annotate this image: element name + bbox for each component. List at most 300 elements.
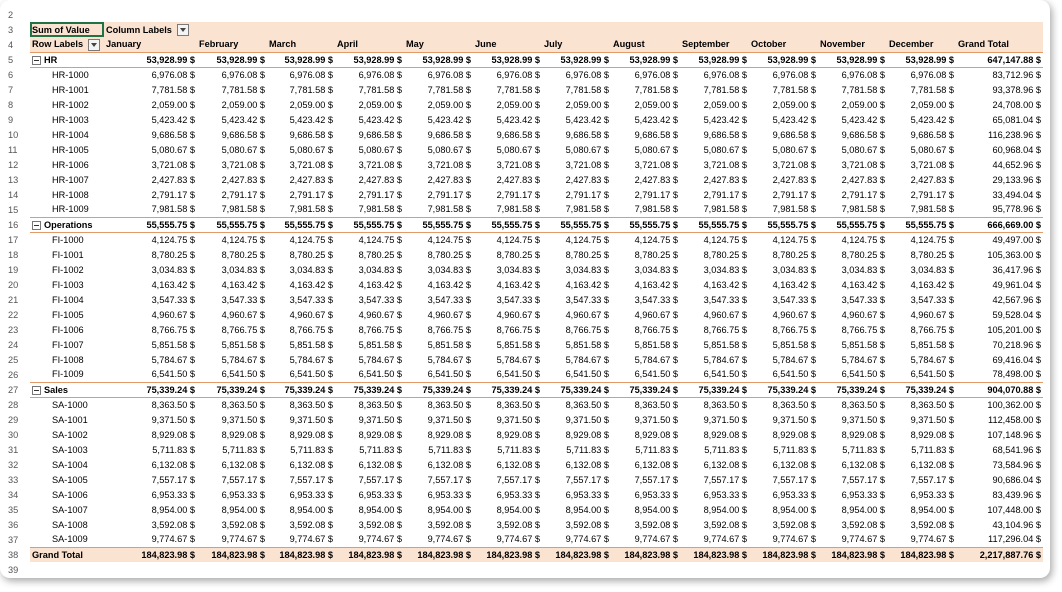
group-subtotal-cell[interactable]: 75,339.24 $ bbox=[197, 382, 267, 397]
item-label-cell[interactable]: HR-1005 bbox=[52, 144, 89, 155]
value-cell[interactable]: 3,721.08 $ bbox=[634, 159, 678, 170]
row-number[interactable]: 27 bbox=[8, 384, 19, 395]
value-cell[interactable]: 5,080.67 $ bbox=[772, 144, 816, 155]
value-cell[interactable]: 6,541.50 $ bbox=[910, 369, 954, 380]
value-cell[interactable]: 2,427.83 $ bbox=[565, 174, 609, 185]
value-cell[interactable]: 3,034.83 $ bbox=[151, 264, 195, 275]
value-cell[interactable]: 2,059.00 $ bbox=[841, 99, 885, 110]
value-cell[interactable]: 6,976.08 $ bbox=[358, 69, 402, 80]
value-cell[interactable]: 4,124.75 $ bbox=[151, 234, 195, 245]
item-label-cell[interactable]: HR-1008 bbox=[52, 189, 89, 200]
empty-cell[interactable] bbox=[749, 22, 818, 37]
value-cell[interactable]: 3,547.33 $ bbox=[841, 294, 885, 305]
empty-cell[interactable] bbox=[818, 7, 887, 22]
value-cell[interactable]: 6,132.08 $ bbox=[841, 459, 885, 470]
value-cell[interactable]: 3,592.08 $ bbox=[703, 519, 747, 530]
value-cell[interactable]: 8,929.08 $ bbox=[427, 429, 471, 440]
value-cell[interactable]: 7,557.17 $ bbox=[496, 474, 540, 485]
group-subtotal-cell[interactable]: 53,928.99 $ bbox=[749, 52, 818, 67]
collapse-icon[interactable] bbox=[32, 386, 41, 395]
item-label-cell[interactable]: FI-1003 bbox=[52, 279, 84, 290]
value-cell[interactable]: 9,774.67 $ bbox=[703, 534, 747, 545]
value-cell[interactable]: 3,721.08 $ bbox=[151, 159, 195, 170]
value-cell[interactable]: 2,059.00 $ bbox=[427, 99, 471, 110]
grand-total-header[interactable]: Grand Total bbox=[956, 37, 1043, 52]
value-cell[interactable]: 8,766.75 $ bbox=[565, 324, 609, 335]
row-number[interactable]: 23 bbox=[8, 324, 19, 335]
value-cell[interactable]: 3,547.33 $ bbox=[634, 294, 678, 305]
value-cell[interactable]: 4,960.67 $ bbox=[703, 309, 747, 320]
value-cell[interactable]: 2,427.83 $ bbox=[703, 174, 747, 185]
empty-cell[interactable] bbox=[30, 562, 104, 577]
group-grand-total-cell[interactable]: 666,669.00 $ bbox=[956, 217, 1043, 232]
value-cell[interactable]: 5,784.67 $ bbox=[772, 354, 816, 365]
value-cell[interactable]: 2,427.83 $ bbox=[427, 174, 471, 185]
month-header[interactable]: April bbox=[335, 37, 404, 52]
value-cell[interactable]: 7,557.17 $ bbox=[772, 474, 816, 485]
value-cell[interactable]: 7,781.58 $ bbox=[703, 84, 747, 95]
group-grand-total-cell[interactable]: 647,147.88 $ bbox=[956, 52, 1043, 67]
value-cell[interactable]: 5,080.67 $ bbox=[427, 144, 471, 155]
row-number[interactable]: 17 bbox=[8, 234, 19, 245]
value-cell[interactable]: 6,976.08 $ bbox=[496, 69, 540, 80]
item-label-cell[interactable]: FI-1007 bbox=[52, 339, 84, 350]
value-cell[interactable]: 8,363.50 $ bbox=[289, 399, 333, 410]
group-subtotal-cell[interactable]: 55,555.75 $ bbox=[404, 217, 473, 232]
empty-cell[interactable] bbox=[887, 22, 956, 37]
group-subtotal-cell[interactable]: 53,928.99 $ bbox=[611, 52, 680, 67]
row-total-cell[interactable]: 70,218.96 $ bbox=[992, 339, 1041, 350]
value-cell[interactable]: 3,034.83 $ bbox=[910, 264, 954, 275]
row-number[interactable]: 20 bbox=[8, 279, 19, 290]
month-header[interactable]: May bbox=[404, 37, 473, 52]
value-cell[interactable]: 9,774.67 $ bbox=[910, 534, 954, 545]
row-total-cell[interactable]: 44,652.96 $ bbox=[992, 159, 1041, 170]
column-labels-cell[interactable] bbox=[104, 22, 197, 37]
value-cell[interactable]: 3,721.08 $ bbox=[772, 159, 816, 170]
value-cell[interactable]: 8,954.00 $ bbox=[496, 504, 540, 515]
empty-cell[interactable] bbox=[404, 7, 473, 22]
group-label-cell[interactable] bbox=[30, 382, 104, 397]
value-cell[interactable]: 4,124.75 $ bbox=[496, 234, 540, 245]
value-cell[interactable]: 7,981.58 $ bbox=[703, 204, 747, 215]
value-cell[interactable]: 7,981.58 $ bbox=[910, 204, 954, 215]
row-number[interactable]: 38 bbox=[8, 549, 19, 560]
item-label-cell[interactable]: HR-1004 bbox=[52, 129, 89, 140]
value-cell[interactable]: 7,557.17 $ bbox=[151, 474, 195, 485]
value-cell[interactable]: 5,711.83 $ bbox=[635, 444, 678, 455]
value-cell[interactable]: 7,981.58 $ bbox=[289, 204, 333, 215]
value-cell[interactable]: 6,541.50 $ bbox=[634, 369, 678, 380]
value-cell[interactable]: 3,034.83 $ bbox=[772, 264, 816, 275]
value-cell[interactable]: 8,766.75 $ bbox=[910, 324, 954, 335]
value-cell[interactable]: 7,557.17 $ bbox=[427, 474, 471, 485]
value-cell[interactable]: 9,774.67 $ bbox=[565, 534, 609, 545]
value-cell[interactable]: 6,541.50 $ bbox=[427, 369, 471, 380]
empty-cell[interactable] bbox=[611, 22, 680, 37]
value-cell[interactable]: 6,976.08 $ bbox=[634, 69, 678, 80]
value-cell[interactable]: 7,781.58 $ bbox=[772, 84, 816, 95]
value-cell[interactable]: 8,363.50 $ bbox=[151, 399, 195, 410]
row-total-cell[interactable]: 29,133.96 $ bbox=[992, 174, 1041, 185]
value-cell[interactable]: 8,766.75 $ bbox=[289, 324, 333, 335]
group-subtotal-cell[interactable]: 55,555.75 $ bbox=[818, 217, 887, 232]
value-cell[interactable]: 7,557.17 $ bbox=[358, 474, 402, 485]
value-cell[interactable]: 6,976.08 $ bbox=[772, 69, 816, 80]
value-cell[interactable]: 8,929.08 $ bbox=[496, 429, 540, 440]
value-cell[interactable]: 4,124.75 $ bbox=[565, 234, 609, 245]
grand-total-overall[interactable]: 2,217,887.76 $ bbox=[956, 547, 1043, 562]
value-cell[interactable]: 7,781.58 $ bbox=[151, 84, 195, 95]
group-subtotal-cell[interactable]: 53,928.99 $ bbox=[104, 52, 197, 67]
value-cell[interactable]: 3,034.83 $ bbox=[358, 264, 402, 275]
item-label-cell[interactable]: SA-1002 bbox=[52, 429, 88, 440]
group-subtotal-cell[interactable]: 55,555.75 $ bbox=[104, 217, 197, 232]
value-cell[interactable]: 2,791.17 $ bbox=[634, 189, 678, 200]
value-cell[interactable]: 5,851.58 $ bbox=[496, 339, 540, 350]
value-cell[interactable]: 2,059.00 $ bbox=[289, 99, 333, 110]
item-label-cell[interactable]: FI-1008 bbox=[52, 354, 84, 365]
value-cell[interactable]: 4,163.42 $ bbox=[772, 279, 816, 290]
group-subtotal-cell[interactable]: 55,555.75 $ bbox=[197, 217, 267, 232]
group-subtotal-cell[interactable]: 55,555.75 $ bbox=[267, 217, 335, 232]
empty-cell[interactable] bbox=[818, 22, 887, 37]
row-number[interactable]: 39 bbox=[8, 564, 19, 575]
empty-cell[interactable] bbox=[404, 22, 473, 37]
row-filter-icon[interactable] bbox=[88, 39, 100, 51]
value-cell[interactable]: 8,363.50 $ bbox=[703, 399, 747, 410]
value-cell[interactable]: 6,541.50 $ bbox=[496, 369, 540, 380]
value-cell[interactable]: 5,851.58 $ bbox=[772, 339, 816, 350]
row-total-cell[interactable]: 68,541.96 $ bbox=[992, 444, 1041, 455]
item-label-cell[interactable]: FI-1002 bbox=[52, 264, 84, 275]
group-subtotal-cell[interactable]: 53,928.99 $ bbox=[335, 52, 404, 67]
value-cell[interactable]: 6,132.08 $ bbox=[151, 459, 195, 470]
value-cell[interactable]: 8,780.25 $ bbox=[496, 249, 540, 260]
value-cell[interactable]: 5,784.67 $ bbox=[634, 354, 678, 365]
empty-cell[interactable] bbox=[680, 562, 749, 577]
empty-cell[interactable] bbox=[267, 22, 335, 37]
value-cell[interactable]: 5,423.42 $ bbox=[841, 114, 885, 125]
value-cell[interactable]: 6,953.33 $ bbox=[634, 489, 678, 500]
row-number[interactable]: 37 bbox=[8, 534, 19, 545]
value-cell[interactable]: 2,427.83 $ bbox=[221, 174, 265, 185]
grand-total-cell[interactable]: 184,823.98 $ bbox=[104, 547, 197, 562]
row-number[interactable]: 35 bbox=[8, 504, 19, 515]
value-cell[interactable]: 6,132.08 $ bbox=[910, 459, 954, 470]
value-cell[interactable]: 9,371.50 $ bbox=[634, 414, 678, 425]
row-number[interactable]: 5 bbox=[8, 54, 14, 65]
value-cell[interactable]: 5,423.42 $ bbox=[221, 114, 265, 125]
value-cell[interactable]: 4,960.67 $ bbox=[221, 309, 265, 320]
empty-cell[interactable] bbox=[818, 562, 887, 577]
value-cell[interactable]: 2,791.17 $ bbox=[910, 189, 954, 200]
value-cell[interactable]: 5,080.67 $ bbox=[151, 144, 195, 155]
value-cell[interactable]: 8,766.75 $ bbox=[703, 324, 747, 335]
value-cell[interactable]: 2,791.17 $ bbox=[772, 189, 816, 200]
value-cell[interactable]: 3,034.83 $ bbox=[565, 264, 609, 275]
empty-cell[interactable] bbox=[749, 7, 818, 22]
item-label-cell[interactable]: FI-1001 bbox=[52, 249, 84, 260]
value-cell[interactable]: 6,541.50 $ bbox=[565, 369, 609, 380]
value-cell[interactable]: 5,784.67 $ bbox=[151, 354, 195, 365]
grand-total-cell[interactable]: 184,823.98 $ bbox=[197, 547, 267, 562]
value-cell[interactable]: 3,592.08 $ bbox=[772, 519, 816, 530]
value-cell[interactable]: 4,960.67 $ bbox=[289, 309, 333, 320]
value-cell[interactable]: 3,721.08 $ bbox=[703, 159, 747, 170]
value-cell[interactable]: 7,781.58 $ bbox=[427, 84, 471, 95]
value-cell[interactable]: 3,721.08 $ bbox=[910, 159, 954, 170]
empty-cell[interactable] bbox=[749, 562, 818, 577]
group-subtotal-cell[interactable]: 53,928.99 $ bbox=[473, 52, 542, 67]
row-total-cell[interactable]: 36,417.96 $ bbox=[992, 264, 1041, 275]
value-cell[interactable]: 8,780.25 $ bbox=[151, 249, 195, 260]
value-cell[interactable]: 2,059.00 $ bbox=[772, 99, 816, 110]
item-label-cell[interactable]: SA-1004 bbox=[52, 459, 88, 470]
value-cell[interactable]: 7,557.17 $ bbox=[703, 474, 747, 485]
row-total-cell[interactable]: 93,378.96 $ bbox=[992, 84, 1041, 95]
empty-cell[interactable] bbox=[267, 7, 335, 22]
row-total-cell[interactable]: 117,296.04 $ bbox=[988, 534, 1041, 545]
value-cell[interactable]: 9,774.67 $ bbox=[427, 534, 471, 545]
value-cell[interactable]: 3,592.08 $ bbox=[841, 519, 885, 530]
value-cell[interactable]: 9,371.50 $ bbox=[289, 414, 333, 425]
group-subtotal-cell[interactable]: 75,339.24 $ bbox=[818, 382, 887, 397]
month-header[interactable]: February bbox=[197, 37, 267, 52]
value-cell[interactable]: 6,976.08 $ bbox=[427, 69, 471, 80]
empty-cell[interactable] bbox=[473, 7, 542, 22]
month-header[interactable]: October bbox=[749, 37, 818, 52]
item-label-cell[interactable]: SA-1008 bbox=[52, 519, 88, 530]
empty-cell[interactable] bbox=[611, 7, 680, 22]
value-cell[interactable]: 6,541.50 $ bbox=[221, 369, 265, 380]
value-cell[interactable]: 5,711.83 $ bbox=[497, 444, 540, 455]
value-cell[interactable]: 3,721.08 $ bbox=[841, 159, 885, 170]
value-cell[interactable]: 6,541.50 $ bbox=[772, 369, 816, 380]
value-cell[interactable]: 9,686.58 $ bbox=[151, 129, 195, 140]
value-cell[interactable]: 4,124.75 $ bbox=[703, 234, 747, 245]
value-cell[interactable]: 7,981.58 $ bbox=[634, 204, 678, 215]
empty-cell[interactable] bbox=[104, 562, 197, 577]
group-subtotal-cell[interactable]: 53,928.99 $ bbox=[404, 52, 473, 67]
value-cell[interactable]: 8,766.75 $ bbox=[634, 324, 678, 335]
value-cell[interactable]: 5,080.67 $ bbox=[289, 144, 333, 155]
group-label-cell[interactable] bbox=[30, 52, 104, 67]
value-cell[interactable]: 2,059.00 $ bbox=[151, 99, 195, 110]
value-cell[interactable]: 3,547.33 $ bbox=[565, 294, 609, 305]
value-cell[interactable]: 8,780.25 $ bbox=[289, 249, 333, 260]
group-subtotal-cell[interactable]: 75,339.24 $ bbox=[404, 382, 473, 397]
value-cell[interactable]: 8,954.00 $ bbox=[703, 504, 747, 515]
value-cell[interactable]: 3,592.08 $ bbox=[358, 519, 402, 530]
value-cell[interactable]: 4,960.67 $ bbox=[841, 309, 885, 320]
value-cell[interactable]: 5,423.42 $ bbox=[151, 114, 195, 125]
value-cell[interactable]: 6,541.50 $ bbox=[703, 369, 747, 380]
value-cell[interactable]: 8,780.25 $ bbox=[841, 249, 885, 260]
value-cell[interactable]: 9,371.50 $ bbox=[427, 414, 471, 425]
value-cell[interactable]: 8,363.50 $ bbox=[910, 399, 954, 410]
value-cell[interactable]: 9,686.58 $ bbox=[910, 129, 954, 140]
value-cell[interactable]: 4,163.42 $ bbox=[221, 279, 265, 290]
item-label-cell[interactable]: FI-1000 bbox=[52, 234, 84, 245]
value-cell[interactable]: 5,851.58 $ bbox=[151, 339, 195, 350]
value-cell[interactable]: 4,124.75 $ bbox=[772, 234, 816, 245]
value-cell[interactable]: 4,960.67 $ bbox=[151, 309, 195, 320]
value-cell[interactable]: 8,929.08 $ bbox=[358, 429, 402, 440]
item-label-cell[interactable]: FI-1004 bbox=[52, 294, 84, 305]
collapse-icon[interactable] bbox=[32, 221, 41, 230]
item-label-cell[interactable]: HR-1002 bbox=[52, 99, 89, 110]
value-cell[interactable]: 9,774.67 $ bbox=[772, 534, 816, 545]
empty-cell[interactable] bbox=[473, 22, 542, 37]
value-cell[interactable]: 6,953.33 $ bbox=[703, 489, 747, 500]
empty-cell[interactable] bbox=[197, 22, 267, 37]
value-cell[interactable]: 7,557.17 $ bbox=[221, 474, 265, 485]
value-cell[interactable]: 7,981.58 $ bbox=[427, 204, 471, 215]
group-subtotal-cell[interactable]: 75,339.24 $ bbox=[542, 382, 611, 397]
group-subtotal-cell[interactable]: 55,555.75 $ bbox=[680, 217, 749, 232]
empty-cell[interactable] bbox=[680, 22, 749, 37]
value-cell[interactable]: 5,423.42 $ bbox=[427, 114, 471, 125]
item-label-cell[interactable]: HR-1001 bbox=[52, 84, 89, 95]
row-number[interactable]: 33 bbox=[8, 474, 19, 485]
value-cell[interactable]: 9,686.58 $ bbox=[221, 129, 265, 140]
row-total-cell[interactable]: 107,448.00 $ bbox=[987, 504, 1041, 515]
value-cell[interactable]: 4,163.42 $ bbox=[289, 279, 333, 290]
row-number[interactable]: 34 bbox=[8, 489, 19, 500]
value-cell[interactable]: 3,034.83 $ bbox=[221, 264, 265, 275]
group-subtotal-cell[interactable]: 75,339.24 $ bbox=[335, 382, 404, 397]
value-cell[interactable]: 8,929.08 $ bbox=[221, 429, 265, 440]
row-total-cell[interactable]: 73,584.96 $ bbox=[992, 459, 1041, 470]
row-number[interactable]: 2 bbox=[8, 9, 14, 20]
row-total-cell[interactable]: 60,968.04 $ bbox=[992, 144, 1041, 155]
value-cell[interactable]: 6,132.08 $ bbox=[358, 459, 402, 470]
value-cell[interactable]: 5,784.67 $ bbox=[841, 354, 885, 365]
empty-cell[interactable] bbox=[404, 562, 473, 577]
value-cell[interactable]: 6,953.33 $ bbox=[565, 489, 609, 500]
value-cell[interactable]: 6,132.08 $ bbox=[496, 459, 540, 470]
empty-cell[interactable] bbox=[197, 562, 267, 577]
value-cell[interactable]: 8,929.08 $ bbox=[703, 429, 747, 440]
value-cell[interactable]: 9,774.67 $ bbox=[221, 534, 265, 545]
value-cell[interactable]: 2,427.83 $ bbox=[151, 174, 195, 185]
value-cell[interactable]: 7,557.17 $ bbox=[565, 474, 609, 485]
value-cell[interactable]: 5,711.83 $ bbox=[842, 444, 885, 455]
value-cell[interactable]: 5,711.83 $ bbox=[152, 444, 195, 455]
value-cell[interactable]: 2,427.83 $ bbox=[910, 174, 954, 185]
value-cell[interactable]: 6,953.33 $ bbox=[289, 489, 333, 500]
value-cell[interactable]: 4,960.67 $ bbox=[358, 309, 402, 320]
row-total-cell[interactable]: 49,497.00 $ bbox=[992, 234, 1041, 245]
value-cell[interactable]: 8,363.50 $ bbox=[221, 399, 265, 410]
value-cell[interactable]: 4,960.67 $ bbox=[634, 309, 678, 320]
row-total-cell[interactable]: 33,494.04 $ bbox=[992, 189, 1041, 200]
row-total-cell[interactable]: 83,439.96 $ bbox=[992, 489, 1041, 500]
value-cell[interactable]: 4,163.42 $ bbox=[841, 279, 885, 290]
empty-cell[interactable] bbox=[335, 7, 404, 22]
item-label-cell[interactable]: SA-1007 bbox=[52, 504, 88, 515]
value-cell[interactable]: 6,976.08 $ bbox=[151, 69, 195, 80]
value-cell[interactable]: 7,981.58 $ bbox=[841, 204, 885, 215]
value-cell[interactable]: 3,547.33 $ bbox=[910, 294, 954, 305]
group-subtotal-cell[interactable]: 55,555.75 $ bbox=[611, 217, 680, 232]
item-label-cell[interactable]: SA-1003 bbox=[52, 444, 88, 455]
value-cell[interactable]: 6,541.50 $ bbox=[841, 369, 885, 380]
value-cell[interactable]: 5,423.42 $ bbox=[358, 114, 402, 125]
value-cell[interactable]: 6,953.33 $ bbox=[427, 489, 471, 500]
grand-total-cell[interactable]: 184,823.98 $ bbox=[473, 547, 542, 562]
row-total-cell[interactable]: 90,686.04 $ bbox=[992, 474, 1041, 485]
row-total-cell[interactable]: 105,363.00 $ bbox=[987, 249, 1041, 260]
value-cell[interactable]: 7,781.58 $ bbox=[289, 84, 333, 95]
month-header[interactable]: January bbox=[104, 37, 197, 52]
value-cell[interactable]: 6,132.08 $ bbox=[289, 459, 333, 470]
group-subtotal-cell[interactable]: 55,555.75 $ bbox=[473, 217, 542, 232]
empty-cell[interactable] bbox=[887, 562, 956, 577]
value-cell[interactable]: 9,686.58 $ bbox=[358, 129, 402, 140]
value-cell[interactable]: 8,780.25 $ bbox=[427, 249, 471, 260]
value-cell[interactable]: 5,711.83 $ bbox=[359, 444, 402, 455]
group-subtotal-cell[interactable]: 53,928.99 $ bbox=[887, 52, 956, 67]
value-cell[interactable]: 4,960.67 $ bbox=[565, 309, 609, 320]
value-cell[interactable]: 5,784.67 $ bbox=[289, 354, 333, 365]
empty-cell[interactable] bbox=[956, 22, 1043, 37]
value-cell[interactable]: 3,034.83 $ bbox=[496, 264, 540, 275]
value-cell[interactable]: 4,163.42 $ bbox=[151, 279, 195, 290]
value-cell[interactable]: 9,774.67 $ bbox=[289, 534, 333, 545]
value-cell[interactable]: 3,034.83 $ bbox=[427, 264, 471, 275]
value-cell[interactable]: 9,371.50 $ bbox=[910, 414, 954, 425]
value-cell[interactable]: 8,929.08 $ bbox=[289, 429, 333, 440]
item-label-cell[interactable]: SA-1000 bbox=[52, 399, 88, 410]
value-cell[interactable]: 4,124.75 $ bbox=[358, 234, 402, 245]
value-cell[interactable]: 8,929.08 $ bbox=[634, 429, 678, 440]
value-cell[interactable]: 5,784.67 $ bbox=[221, 354, 265, 365]
value-cell[interactable]: 3,592.08 $ bbox=[289, 519, 333, 530]
item-label-cell[interactable]: HR-1006 bbox=[52, 159, 89, 170]
value-cell[interactable]: 7,981.58 $ bbox=[358, 204, 402, 215]
value-cell[interactable]: 6,132.08 $ bbox=[221, 459, 265, 470]
value-cell[interactable]: 5,784.67 $ bbox=[910, 354, 954, 365]
value-cell[interactable]: 9,774.67 $ bbox=[634, 534, 678, 545]
row-number[interactable]: 9 bbox=[8, 114, 14, 125]
row-number[interactable]: 32 bbox=[8, 459, 19, 470]
value-cell[interactable]: 2,427.83 $ bbox=[496, 174, 540, 185]
value-cell[interactable]: 6,953.33 $ bbox=[841, 489, 885, 500]
value-cell[interactable]: 9,686.58 $ bbox=[634, 129, 678, 140]
value-cell[interactable]: 7,781.58 $ bbox=[565, 84, 609, 95]
value-cell[interactable]: 6,953.33 $ bbox=[772, 489, 816, 500]
group-label-cell[interactable] bbox=[30, 217, 104, 232]
value-cell[interactable]: 5,851.58 $ bbox=[565, 339, 609, 350]
value-cell[interactable]: 7,557.17 $ bbox=[289, 474, 333, 485]
value-cell[interactable]: 7,981.58 $ bbox=[772, 204, 816, 215]
row-total-cell[interactable]: 49,961.04 $ bbox=[992, 279, 1041, 290]
value-cell[interactable]: 3,547.33 $ bbox=[289, 294, 333, 305]
value-cell[interactable]: 3,592.08 $ bbox=[427, 519, 471, 530]
row-number[interactable]: 13 bbox=[8, 174, 19, 185]
row-number[interactable]: 28 bbox=[8, 399, 19, 410]
value-cell[interactable]: 2,059.00 $ bbox=[634, 99, 678, 110]
group-subtotal-cell[interactable]: 53,928.99 $ bbox=[542, 52, 611, 67]
row-number[interactable]: 4 bbox=[8, 39, 14, 50]
value-cell[interactable]: 9,371.50 $ bbox=[151, 414, 195, 425]
value-cell[interactable]: 3,592.08 $ bbox=[565, 519, 609, 530]
value-cell[interactable]: 9,686.58 $ bbox=[496, 129, 540, 140]
row-total-cell[interactable]: 112,458.00 $ bbox=[988, 414, 1041, 425]
value-field-cell[interactable]: Sum of Value bbox=[30, 22, 104, 37]
